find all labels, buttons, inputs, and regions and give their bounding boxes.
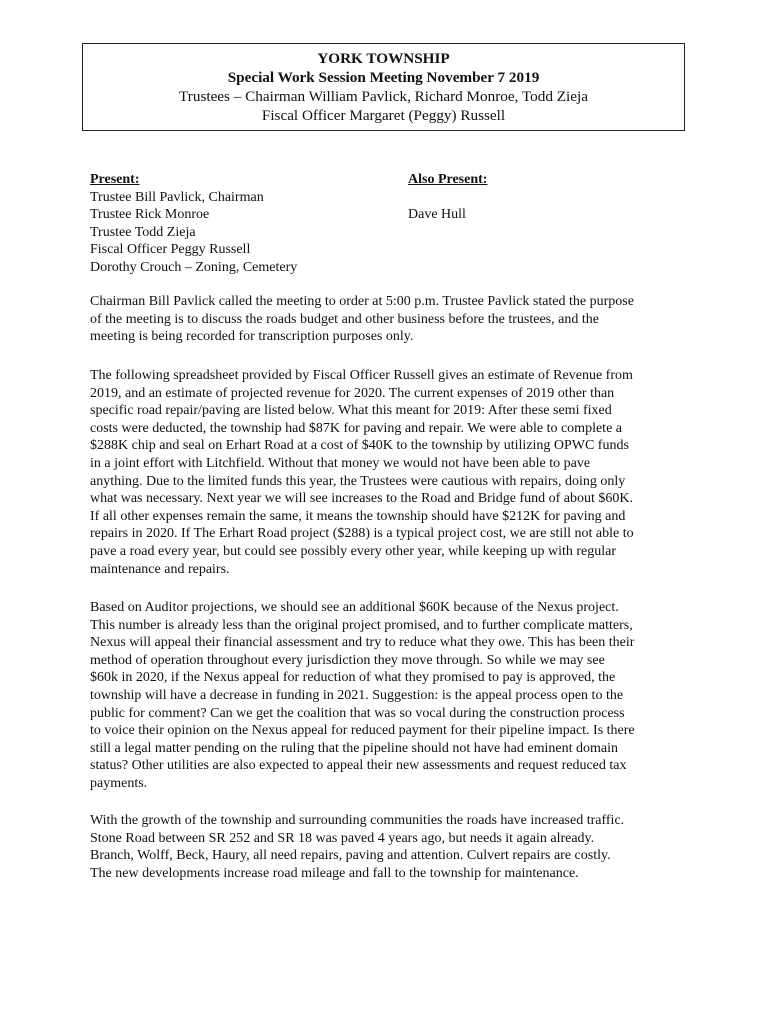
paragraph-line: $60k in 2020, if the Nexus appeal for reduction of what they promised to pay is approved, the — [90, 670, 616, 686]
paragraph-line: If all other expenses remain the same, it means the township should have $212K for paving and — [90, 508, 626, 524]
also-present-heading: Also Present: — [408, 172, 488, 187]
paragraph-line: in a joint effort with Litchfield. Without that money we would not have been able to pave — [90, 455, 591, 471]
paragraph-line: 2019, and an estimate of projected revenue for 2020. The current expenses of 2019 other than — [90, 385, 615, 401]
paragraph-line: Chairman Bill Pavlick called the meeting to order at 5:00 p.m. Trustee Pavlick stated the purpose — [90, 294, 634, 309]
also-present-item: Dave Hull — [408, 207, 466, 222]
paragraph-line: of the meeting is to discuss the roads budget and other business before the trustees, and the — [90, 311, 599, 327]
paragraph-line: costs were deducted, the township had $87K for paving and repair. We were able to complete a — [90, 420, 622, 436]
paragraph-line: This number is already less than the original project promised, and to further complicate matters, — [90, 617, 633, 633]
paragraph-line: pave a road every year, but could see possibly every other year, while keeping up with regular — [90, 543, 617, 559]
paragraph-line: anything. Due to the limited funds this year, the Trustees were cautious with repairs, doing only — [90, 473, 626, 489]
paragraph-line: Based on Auditor projections, we should see an additional $60K because of the Nexus project. — [90, 600, 619, 615]
paragraph-line: Branch, Wolff, Beck, Haury, all need repairs, paving and attention. Culvert repairs are costly. — [90, 848, 611, 864]
paragraph-line: public for comment? Can we get the coalition that was so vocal during the construction process — [90, 705, 625, 721]
paragraph-line: specific road repair/paving are listed below. What this meant for 2019: After these semi fixed — [90, 403, 612, 419]
paragraph-line: Nexus will appeal their financial assessment and try to reduce what they owe. This has been their — [90, 635, 635, 651]
fiscal-officer-line: Fiscal Officer Margaret (Peggy) Russell — [261, 107, 506, 124]
document-header — [82, 43, 685, 131]
present-list — [90, 171, 390, 276]
present-item: Trustee Rick Monroe — [90, 207, 210, 222]
paragraph-line: Stone Road between SR 252 and SR 18 was paved 4 years ago, but needs it again already. — [90, 830, 595, 846]
paragraph-call-to-order — [90, 293, 688, 346]
trustees-line: Trustees – Chairman William Pavlick, Richard Monroe, Todd Zieja — [179, 88, 588, 105]
township-title: YORK TOWNSHIP — [317, 50, 450, 67]
paragraph-line: The following spreadsheet provided by Fiscal Officer Russell gives an estimate of Revenue from — [90, 368, 633, 383]
paragraph-line: to voice their opinion on the Nexus appeal for reduced payment for their pipeline impact. Is there — [90, 723, 635, 739]
present-item: Trustee Todd Zieja — [90, 224, 196, 240]
paragraph-line: meeting is being recorded for transcription purposes only. — [90, 329, 414, 345]
present-item: Dorothy Crouch – Zoning, Cemetery — [90, 259, 298, 275]
present-item: Fiscal Officer Peggy Russell — [90, 242, 251, 257]
paragraph-line: repairs in 2020. If The Erhart Road project ($288) is a typical project cost, we are still not able to — [90, 526, 634, 542]
paragraph-line: method of operation throughout every jurisdiction they move through. So while we may see — [90, 652, 605, 668]
paragraph-line: township will have a decrease in funding in 2021. Suggestion: is the appeal process open to the — [90, 687, 624, 703]
paragraph-auditor-projections — [90, 599, 688, 793]
meeting-subtitle: Special Work Session Meeting November 7 2019 — [227, 69, 540, 86]
paragraph-line: $288K chip and seal on Erhart Road at a cost of $40K to the township by utilizing OPWC funds — [90, 438, 629, 454]
paragraph-line: With the growth of the township and surrounding communities the roads have increased traffic. — [90, 813, 625, 828]
present-item: Trustee Bill Pavlick, Chairman — [90, 189, 264, 205]
also-present-list — [408, 171, 658, 224]
paragraph-line: status? Other utilities are also expected to appeal their new assessments and request reduced tax — [90, 758, 627, 774]
paragraph-line: still a legal matter pending on the ruling that the pipeline should not have had eminent domain — [90, 740, 618, 756]
paragraph-line: payments. — [90, 775, 148, 791]
present-heading: Present: — [90, 172, 140, 187]
paragraph-road-growth — [90, 812, 688, 882]
paragraph-line: The new developments increase road mileage and fall to the township for maintenance. — [90, 865, 579, 881]
paragraph-spreadsheet — [90, 367, 688, 578]
paragraph-line: what was necessary. Next year we will see increases to the Road and Bridge fund of about $60K. — [90, 491, 633, 507]
paragraph-line: maintenance and repairs. — [90, 561, 230, 577]
